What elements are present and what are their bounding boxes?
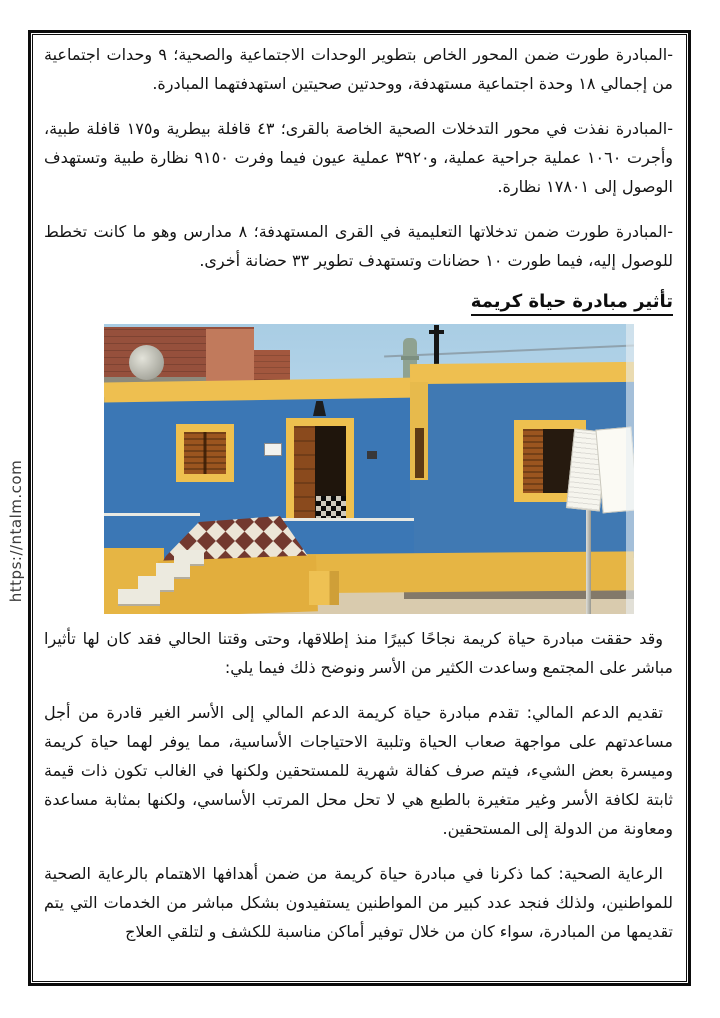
page-content: [32, 34, 687, 982]
house-photo: [104, 324, 634, 614]
photo-right-edge-haze: [626, 324, 634, 614]
bullet-medical-interventions: -المبادرة نفذت في محور التدخلات الصحية الخاصة بالقرى؛ ٤٣ قافلة بيطرية و١٧٥ قافلة طبية، وأجرت ١٠٦٠ عملية جراحية عملية، و٣٩٢٠ عملية عيون فيما وفرت ٩١٥٠ نظارة طبية وتستهدف الوصول إلى ١٧٨٠١ نظارة.: [44, 119, 674, 196]
photo-street-pole: [586, 500, 591, 614]
photo-left-window: [176, 424, 234, 482]
photo-address-sign: [264, 443, 282, 456]
photo-front-door: [286, 418, 354, 532]
bullet-education-interventions: -المبادرة طورت ضمن تدخلاتها التعليمية في القرى المستهدفة؛ ٨ مدارس وهو ما كانت تخطط للوصول إليه، فيما طورت ١٠ حضانات وتستهدف تطوير ٣٣ حضانة أخرى.: [44, 222, 674, 270]
photo-corner-trim: [410, 382, 428, 480]
photo-roof-pole-crossbar: [429, 330, 444, 334]
photo-wall-plaque: [367, 451, 377, 459]
photo-stairs: [112, 550, 204, 612]
photo-door-checkered-floor: [316, 496, 346, 520]
photo-yellow-block: [309, 571, 339, 605]
photo-right-window-shutter: [523, 429, 543, 493]
watermark-url: https://ntalm.com: [7, 459, 25, 603]
photo-right-roof-band: [410, 362, 634, 384]
photo-minaret-balcony: [401, 356, 419, 360]
photo-brick-tower: [206, 329, 254, 386]
photo-door-leaf: [294, 426, 315, 532]
paragraph-financial-support: تقديم الدعم المالي: تقدم مبادرة حياة كريمة الدعم المالي إلى الأسر الغير قادرة من أجل مساعدتهم على مواجهة صعاب الحياة وتلبية الاحتياجات الأساسية، مما يوفر لهما حياة كريمة وميسرة بعض الشيء، فيتم صرف كفالة شهرية للمستحقين ولكنها في الغالب تكون ذات قيمة ثابتة لكافة الأسر وغير متغيرة بالطبع هي لا تحل محل المرتب الأساسي، ولكنها بمثابة مساعدة ومعاونة من الدولة إلى المستحقين.: [44, 703, 673, 838]
paragraph-health-care: الرعاية الصحية: كما ذكرنا في مبادرة حياة كريمة من ضمن أهدافها الاهتمام بالرعاية الصحية للمواطنين، ولذلك فنجد عدد كبير من المواطنين يستفيدون بشكل مباشر من الخدمات التي يتم تقديمها من المبادرة، سواء كان من خلال توفير أماكن مناسبة للكشف و لتلقي العلاج: [44, 864, 673, 941]
section-heading: [44, 291, 673, 312]
photo-left-window-shutters: [184, 432, 226, 474]
section-heading-text: تأثير مبادرة حياة كريمة: [471, 291, 673, 316]
paragraph-impact-intro: وقد حققت مبادرة حياة كريمة نجاحًا كبيرًا منذ إطلاقها، وحتى وقتنا الحالي فقد كان لها تأثيرا مباشر على المجتمع وساعدت الكثير من الأسر ونوضح ذلك فيما يلي:: [44, 629, 673, 677]
photo-stair-step: [118, 589, 160, 606]
photo-satellite-dish: [129, 345, 164, 380]
photo-side-window-sliver: [415, 428, 424, 478]
page-border-frame: [28, 30, 691, 986]
bullet-social-health-units: -المبادرة طورت ضمن المحور الخاص بتطوير الوحدات الاجتماعية والصحية؛ ٩ وحدات اجتماعية من إجمالي ١٨ وحدة اجتماعية مستهدفة، ووحدتين صحيتين استهدفتهما المبادرة.: [44, 45, 673, 93]
